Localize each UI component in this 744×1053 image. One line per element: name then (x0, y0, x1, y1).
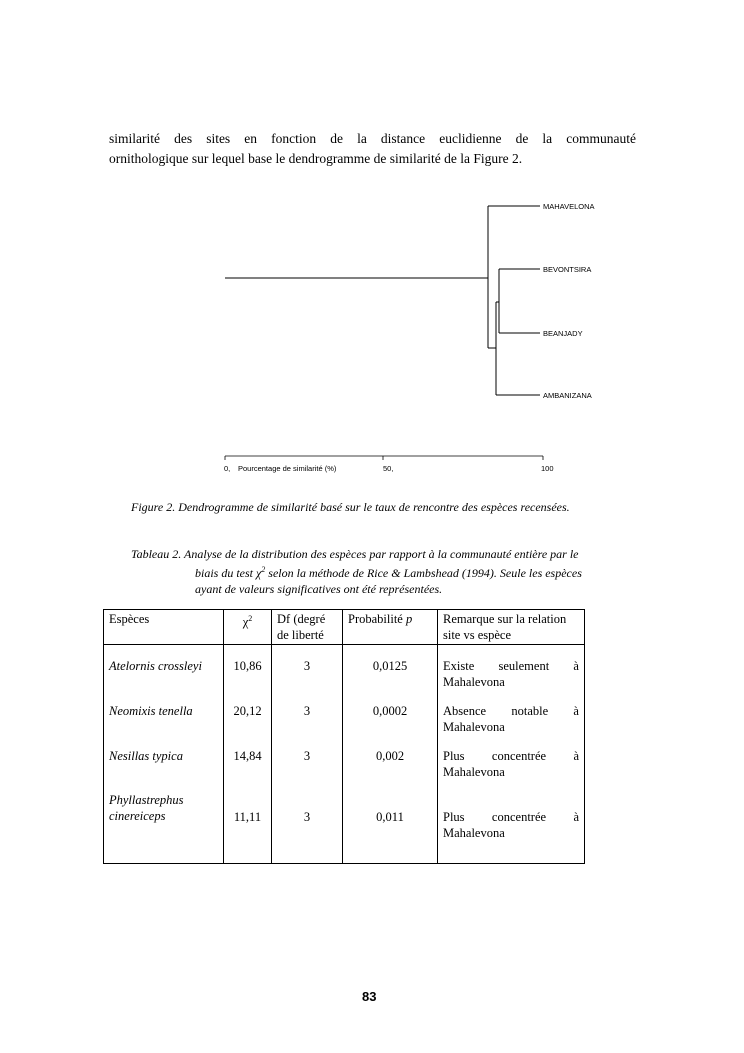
probability-cell: 0,0002 (343, 690, 438, 735)
intro-line-2: ornithologique sur lequel base le dendrogramme de similarité de la Figure 2. (109, 151, 523, 166)
dendrogram-branches (225, 206, 540, 395)
table-header-row (104, 610, 585, 645)
header-df: Df (degré de liberté (272, 610, 343, 645)
dendrogram-figure (190, 190, 595, 480)
page-number: 83 (362, 989, 377, 1004)
chi2-cell: 11,11 (224, 780, 272, 864)
dendrogram-svg (190, 190, 595, 480)
chi2-cell: 14,84 (224, 735, 272, 780)
tick-label-50: 50, (383, 464, 394, 473)
chi2-cell: 20,12 (224, 690, 272, 735)
table-caption-line-2: biais du test $\chi^2$ selon la méthode de Rice & Lambshead (1994). Seule les espèces (195, 565, 582, 580)
intro-line-1: similarité des sites en fonction de la distance euclidienne de la communauté (109, 131, 636, 146)
table-row (104, 645, 585, 691)
header-chi2: $\chi^2$ (224, 610, 272, 645)
table-row (104, 690, 585, 735)
species-cell: Nesillas typica (104, 735, 224, 780)
table-caption-line-3: ayant de valeurs significatives ont été représentées. (195, 582, 443, 596)
table-row (104, 735, 585, 780)
remark-cell: Plus concentrée à Mahalevona (438, 780, 585, 864)
table-caption-line-1: Tableau 2. Analyse de la distribution des espèces par rapport à la communauté entière par le (131, 547, 579, 561)
similarity-axis (225, 456, 543, 460)
remark-cell: Plus concentrée à Mahalevona (438, 735, 585, 780)
header-probability: Probabilité p (343, 610, 438, 645)
leaf-ambanizana: AMBANIZANA (543, 391, 592, 400)
probability-cell: 0,011 (343, 780, 438, 864)
tick-label-100: 100 (541, 464, 554, 473)
remark-cell: Existe seulement à Mahalevona (438, 645, 585, 691)
species-cell: Phyllastrephus cinereiceps (104, 780, 224, 864)
species-cell: Atelornis crossleyi (104, 645, 224, 691)
intro-paragraph (109, 129, 636, 169)
species-table (103, 609, 585, 864)
df-cell: 3 (272, 780, 343, 864)
table-row (104, 780, 585, 864)
tick-label-0: 0, (224, 464, 231, 473)
df-cell: 3 (272, 735, 343, 780)
table-caption (131, 546, 641, 597)
figure-caption: Figure 2. Dendrogramme de similarité basé sur le taux de rencontre des espèces recensées. (131, 500, 570, 514)
species-cell: Neomixis tenella (104, 690, 224, 735)
header-species: Espèces (104, 610, 224, 645)
chi2-cell: 10,86 (224, 645, 272, 691)
df-cell: 3 (272, 690, 343, 735)
axis-label: Pourcentage de similarité (%) (238, 464, 337, 473)
header-remark: Remarque sur la relation site vs espèce (438, 610, 585, 645)
probability-cell: 0,0125 (343, 645, 438, 691)
remark-cell: Absence notable à Mahalevona (438, 690, 585, 735)
leaf-beanjady: BEANJADY (543, 329, 583, 338)
probability-cell: 0,002 (343, 735, 438, 780)
df-cell: 3 (272, 645, 343, 691)
leaf-mahavelona: MAHAVELONA (543, 202, 595, 211)
leaf-bevontsira: BEVONTSIRA (543, 265, 592, 274)
